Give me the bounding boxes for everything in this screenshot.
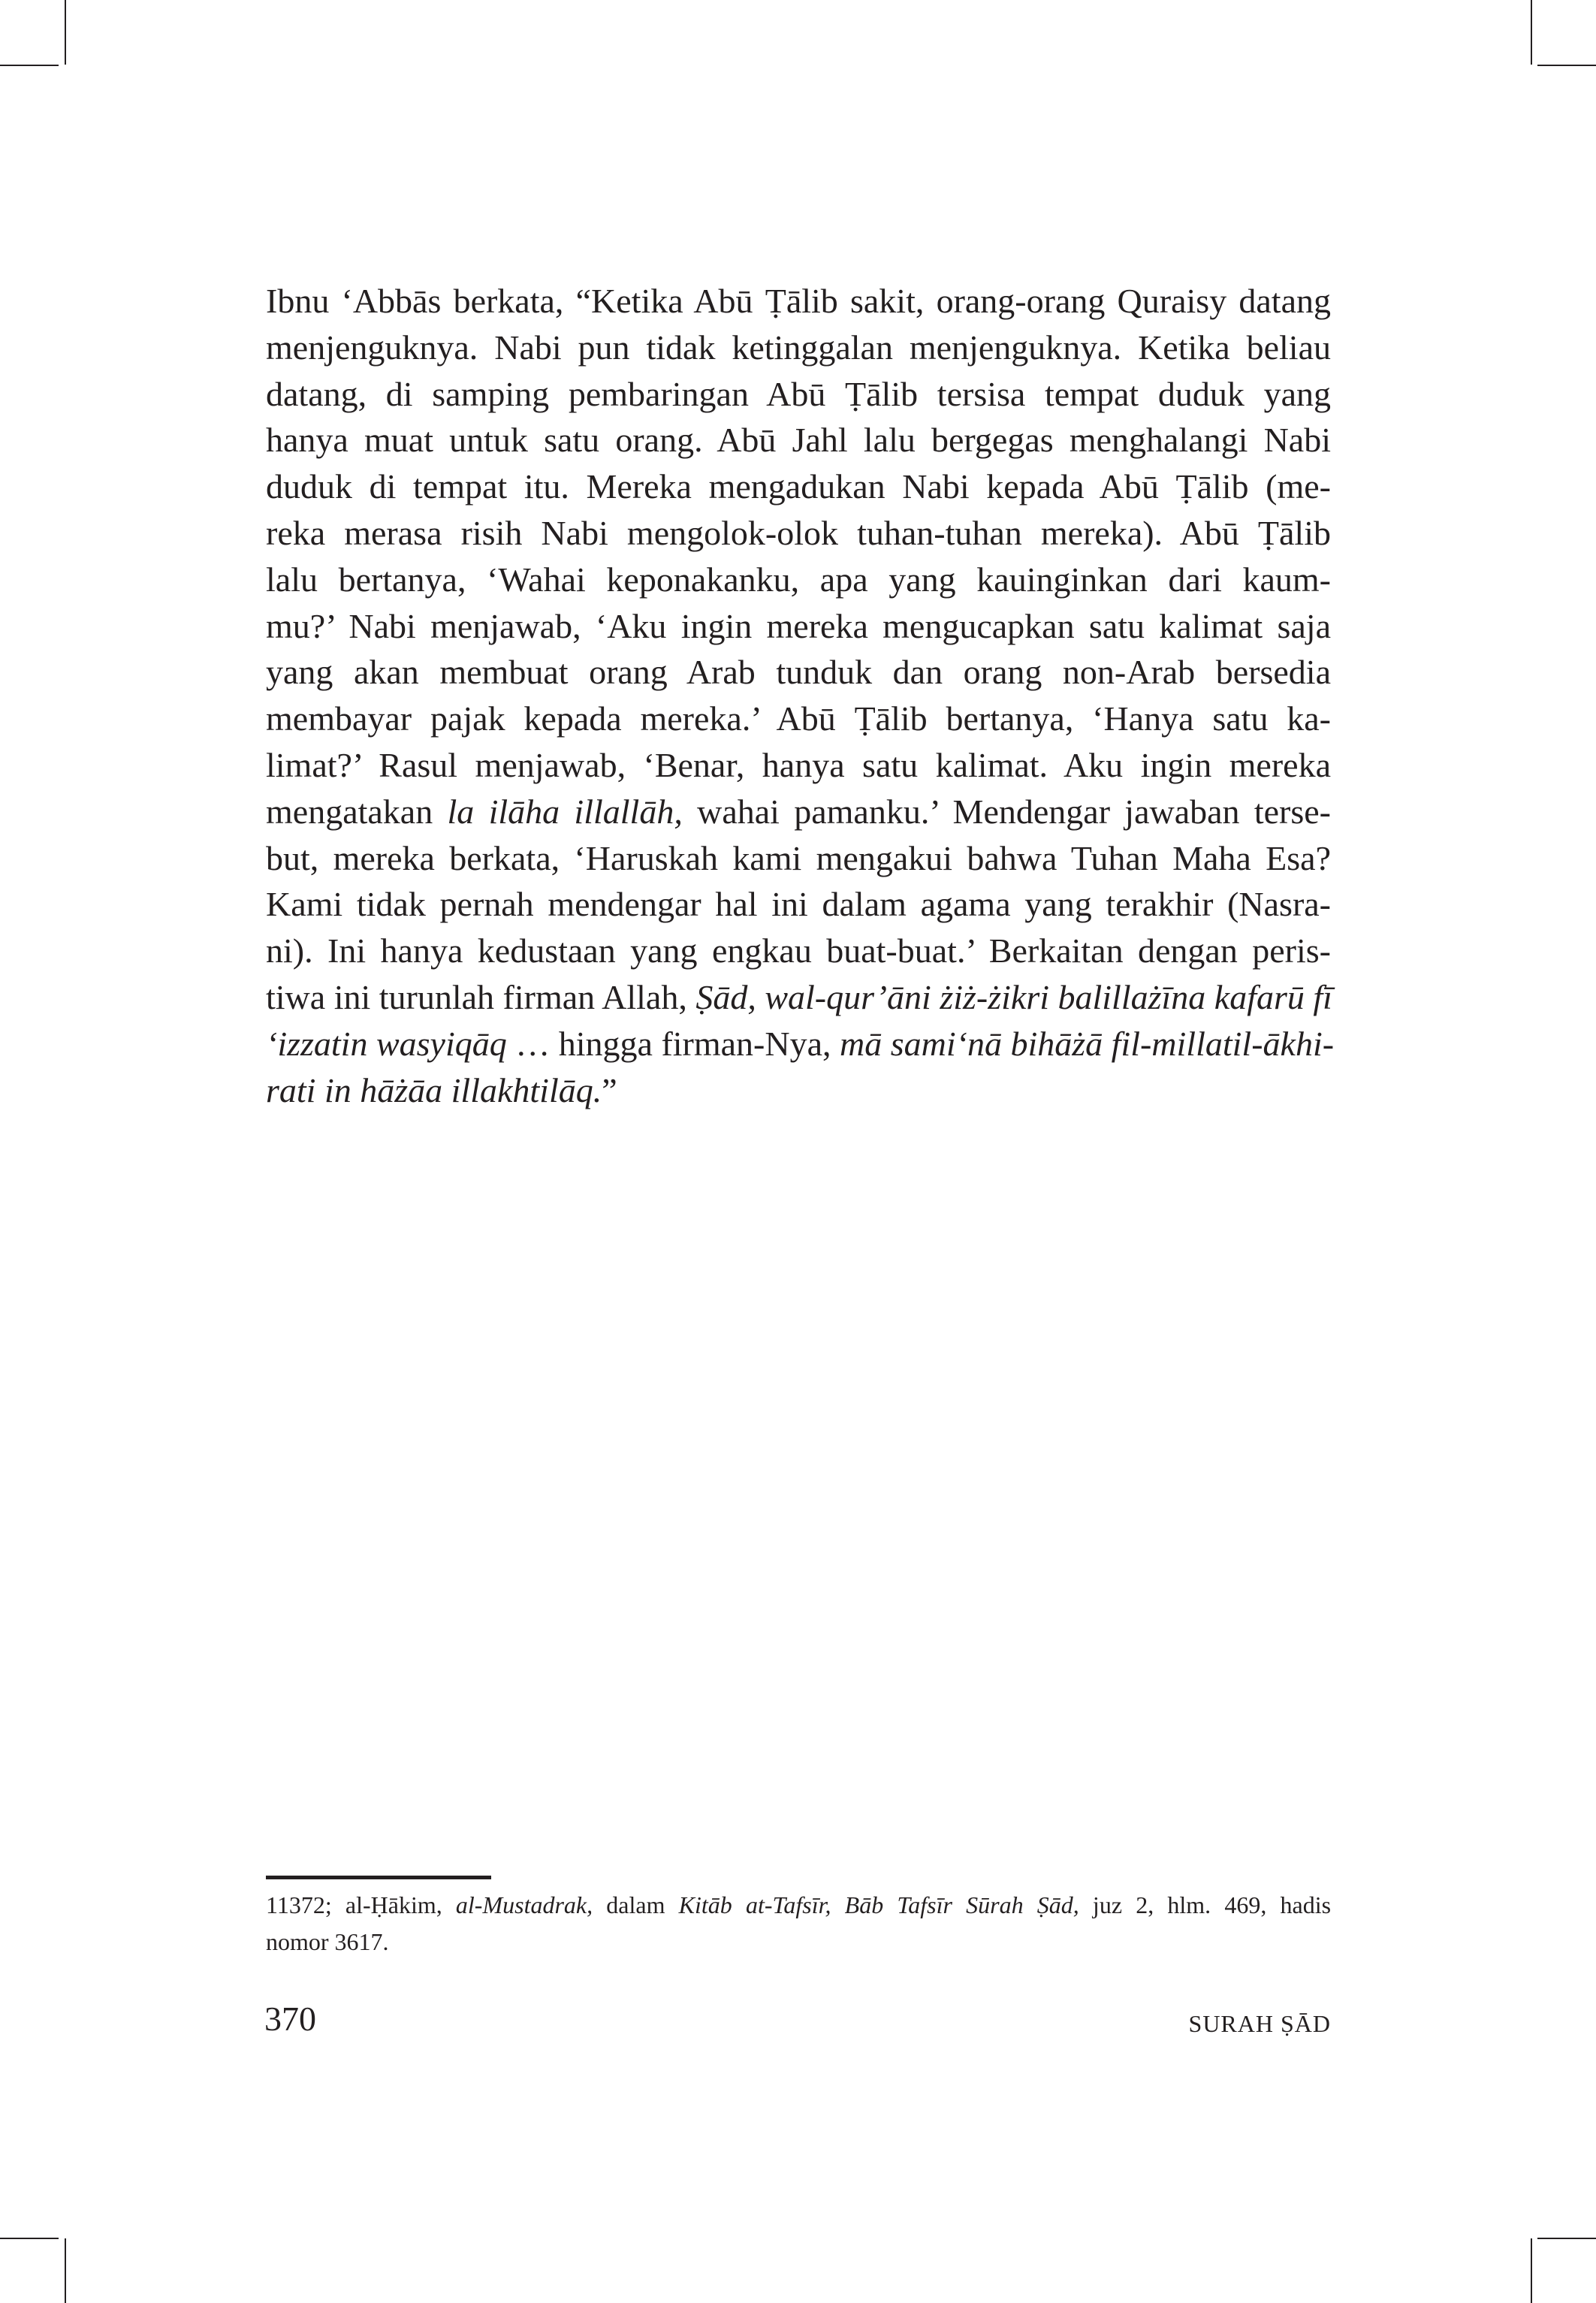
text-line bbox=[266, 278, 1331, 324]
text-line bbox=[266, 1924, 1331, 1960]
text-run: 11372; al-Ḥākim, bbox=[266, 1891, 456, 1918]
text-run: menjenguknya. Nabi pun tidak ketinggalan menjenguknya. Ketika beliau bbox=[266, 327, 1331, 367]
text-run: but, mereka berkata, ‘Haruskah kami mengakui bahwa Tuhan Maha Esa? bbox=[266, 838, 1331, 877]
text-line bbox=[266, 1021, 1335, 1067]
body-paragraph bbox=[266, 278, 1335, 1113]
text-line bbox=[266, 557, 1331, 603]
text-run: hanya muat untuk satu orang. Abū Jahl lalu bergegas menghalangi Nabi bbox=[266, 421, 1331, 460]
text-line bbox=[266, 974, 1331, 1021]
text-line bbox=[266, 742, 1331, 789]
text-line bbox=[266, 417, 1331, 463]
text-run: … hingga firman-Nya, bbox=[506, 1024, 840, 1063]
crop-mark-top-left-horizontal bbox=[0, 65, 59, 66]
crop-mark-bottom-right-horizontal bbox=[1537, 2238, 1596, 2239]
text-run: yang akan membuat orang Arab tunduk dan orang non-Arab bersedia bbox=[266, 653, 1331, 692]
text-line bbox=[266, 696, 1331, 742]
text-run: wahai pamanku.’ Mendengar jawaban terse- bbox=[682, 792, 1331, 831]
italic-text-run: mā sami‘nā bihāżā fil-millatil-ākhi- bbox=[840, 1024, 1335, 1063]
crop-mark-bottom-left-vertical bbox=[65, 2238, 66, 2303]
text-run: limat?’ Rasul menjawab, ‘Benar, hanya satu kalimat. Aku ingin mereka bbox=[266, 745, 1331, 784]
italic-text-run: Ṣād, wal-qur’āni żiż-żikri balillażīna kafarū fī bbox=[695, 977, 1332, 1016]
text-run: mu?’ Nabi menjawab, ‘Aku ingin mereka mengucapkan satu kalimat saja bbox=[266, 606, 1331, 645]
crop-mark-top-right-horizontal bbox=[1537, 65, 1596, 66]
text-line bbox=[266, 463, 1331, 510]
crop-mark-top-left-vertical bbox=[65, 0, 66, 65]
text-run: ni). Ini hanya kedustaan yang engkau buat-buat.’ Berkaitan dengan peris- bbox=[266, 931, 1331, 970]
footnote-text bbox=[266, 1887, 1331, 1960]
text-run: nomor 3617. bbox=[266, 1928, 389, 1955]
text-line bbox=[266, 371, 1331, 418]
italic-text-run: ‘izzatin wasyiqāq bbox=[266, 1024, 507, 1063]
text-run: reka merasa risih Nabi mengolok-olok tuhan-tuhan mereka). Abū Ṭālib bbox=[266, 513, 1331, 552]
running-head: SURAH ṢĀD bbox=[1188, 2010, 1331, 2037]
crop-mark-top-right-vertical bbox=[1531, 0, 1532, 65]
text-line bbox=[266, 928, 1331, 974]
text-line bbox=[266, 324, 1331, 371]
text-run: dalam bbox=[593, 1891, 679, 1918]
italic-text-run: Kitāb at-Tafsīr, Bāb Tafsīr Sūrah Ṣād, bbox=[678, 1891, 1079, 1918]
text-run: Ibnu ‘Abbās berkata, “Ketika Abū Ṭālib sakit, orang-orang Quraisy datang bbox=[266, 282, 1331, 320]
text-run: juz 2, hlm. 469, hadis bbox=[1079, 1891, 1332, 1918]
text-line bbox=[266, 835, 1331, 882]
page-number: 370 bbox=[264, 2000, 316, 2038]
text-line bbox=[266, 603, 1331, 650]
text-line bbox=[266, 649, 1331, 696]
text-run: Kami tidak pernah mendengar hal ini dalam agama yang terakhir (Nasra- bbox=[266, 885, 1331, 924]
footnote-separator-rule bbox=[266, 1876, 491, 1879]
italic-text-run: la ilāha illallāh, bbox=[447, 792, 683, 831]
text-line bbox=[266, 510, 1331, 557]
text-line bbox=[266, 1067, 1331, 1114]
italic-text-run: al-Mustadrak, bbox=[455, 1891, 593, 1918]
text-run: lalu bertanya, ‘Wahai keponakanku, apa yang kauinginkan dari kaum- bbox=[266, 560, 1331, 599]
italic-text-run: rati in hāżāa illakhtilāq. bbox=[266, 1070, 602, 1109]
text-run: duduk di tempat itu. Mereka mengadukan Nabi kepada Abū Ṭālib (me- bbox=[266, 467, 1331, 506]
crop-mark-bottom-left-horizontal bbox=[0, 2238, 59, 2239]
text-line bbox=[266, 1887, 1331, 1924]
text-run: mengatakan bbox=[266, 792, 448, 831]
text-run: tiwa ini turunlah firman Allah, bbox=[266, 977, 696, 1016]
text-run: datang, di samping pembaringan Abū Ṭālib tersisa tempat duduk yang bbox=[266, 374, 1331, 413]
text-line bbox=[266, 881, 1331, 928]
crop-mark-bottom-right-vertical bbox=[1531, 2238, 1532, 2303]
text-run: ” bbox=[602, 1070, 617, 1109]
text-line bbox=[266, 789, 1331, 835]
text-run: membayar pajak kepada mereka.’ Abū Ṭālib bertanya, ‘Hanya satu ka- bbox=[266, 699, 1331, 738]
